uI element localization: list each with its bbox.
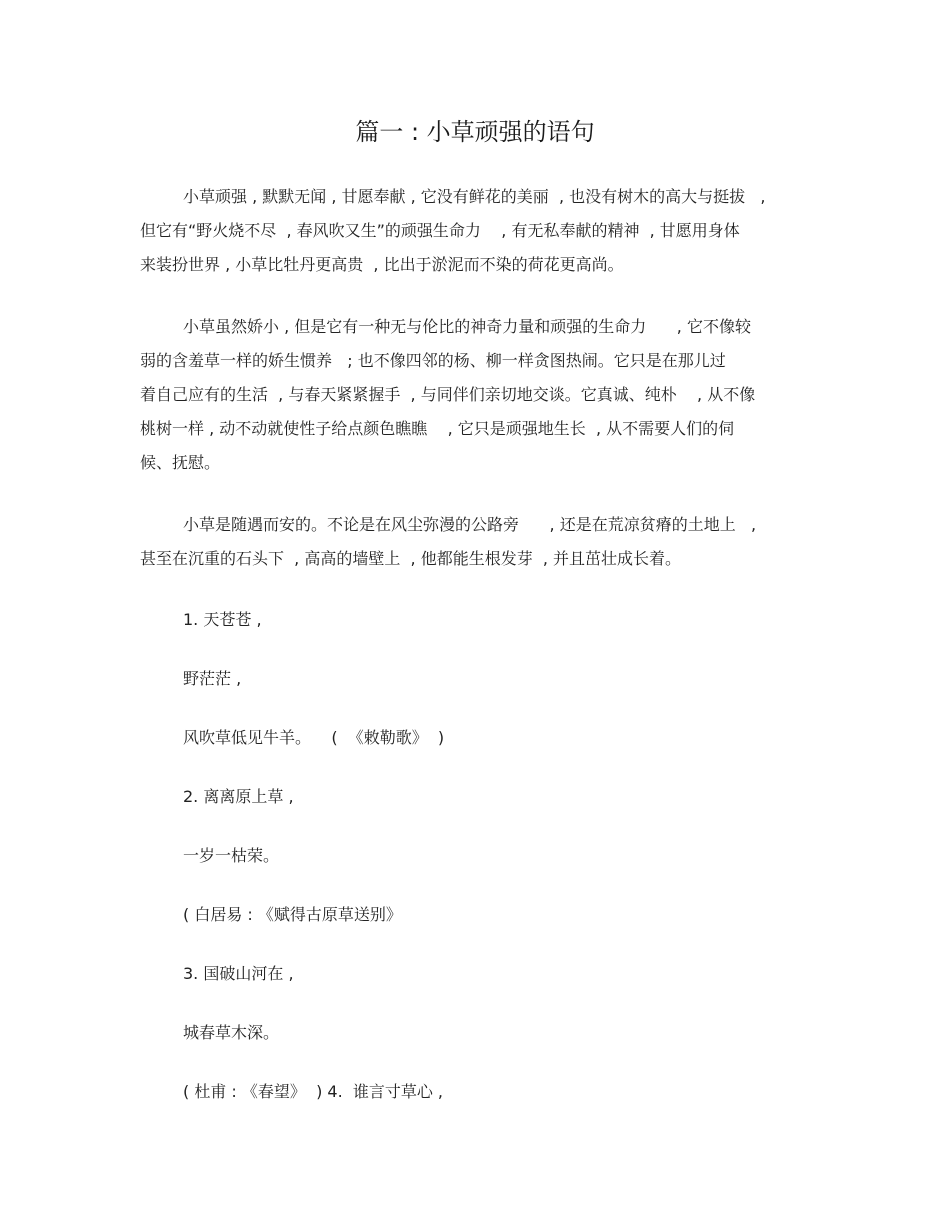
paragraph-line: 小草虽然娇小 , 但是它有一种无与伦比的神奇力量和顽强的生命力 , 它不像较: [183, 317, 751, 336]
paragraph-3: [140, 508, 820, 576]
paragraph-line: 着自己应有的生活 , 与春天紧紧握手 , 与同伴们亲切地交谈。它真诚、纯朴 , 从不像: [140, 385, 756, 404]
poem-line: 风吹草低见牛羊。 ( 《敕勒歌》 ): [183, 728, 445, 747]
poem-line: 野茫茫 ,: [183, 669, 242, 688]
paragraph-line: 来装扮世界 , 小草比牡丹更高贵 , 比出于淤泥而不染的荷花更高尚。: [140, 255, 624, 274]
poem-line: 2. 离离原上草 ,: [183, 787, 294, 806]
paragraph-line: 但它有“野火烧不尽 , 春风吹又生”的顽强生命力 , 有无私奉献的精神 , 甘愿用身体: [140, 221, 740, 240]
poem-line: ( 白居易 : 《赋得古原草送别》: [183, 905, 402, 924]
poem-line: 一岁一枯荣。: [183, 846, 280, 865]
poem-line: 3. 国破山河在 ,: [183, 964, 294, 983]
document-title: 篇一 : 小草顽强的语句: [355, 118, 595, 146]
paragraph-1: [140, 180, 820, 282]
paragraph-line: 甚至在沉重的石头下 , 高高的墙壁上 , 他都能生根发芽 , 并且茁壮成长着。: [140, 549, 682, 568]
paragraph-line: 小草是随遇而安的。不论是在风尘弥漫的公路旁 , 还是在荒凉贫瘠的土地上 ,: [183, 515, 757, 534]
paragraph-line: 候、抚慰。: [140, 453, 221, 472]
paragraph-line: 弱的含羞草一样的娇生惯养 ; 也不像四邻的杨、柳一样贪图热闹。它只是在那儿过: [140, 351, 726, 370]
paragraph-2: [140, 310, 820, 480]
poem-line: 城春草木深。: [183, 1023, 280, 1042]
poem-line: 1. 天苍苍 ,: [183, 610, 262, 629]
paragraph-line: 桃树一样 , 动不动就使性子给点颜色瞧瞧 , 它只是顽强地生长 , 从不需要人们的伺: [140, 419, 735, 438]
poem-line: ( 杜甫 : 《春望》 ) 4. 谁言寸草心 ,: [183, 1082, 444, 1101]
paragraph-line: 小草顽强 , 默默无闻 , 甘愿奉献 , 它没有鲜花的美丽 , 也没有树木的高大与挺拔 ,: [183, 187, 766, 206]
